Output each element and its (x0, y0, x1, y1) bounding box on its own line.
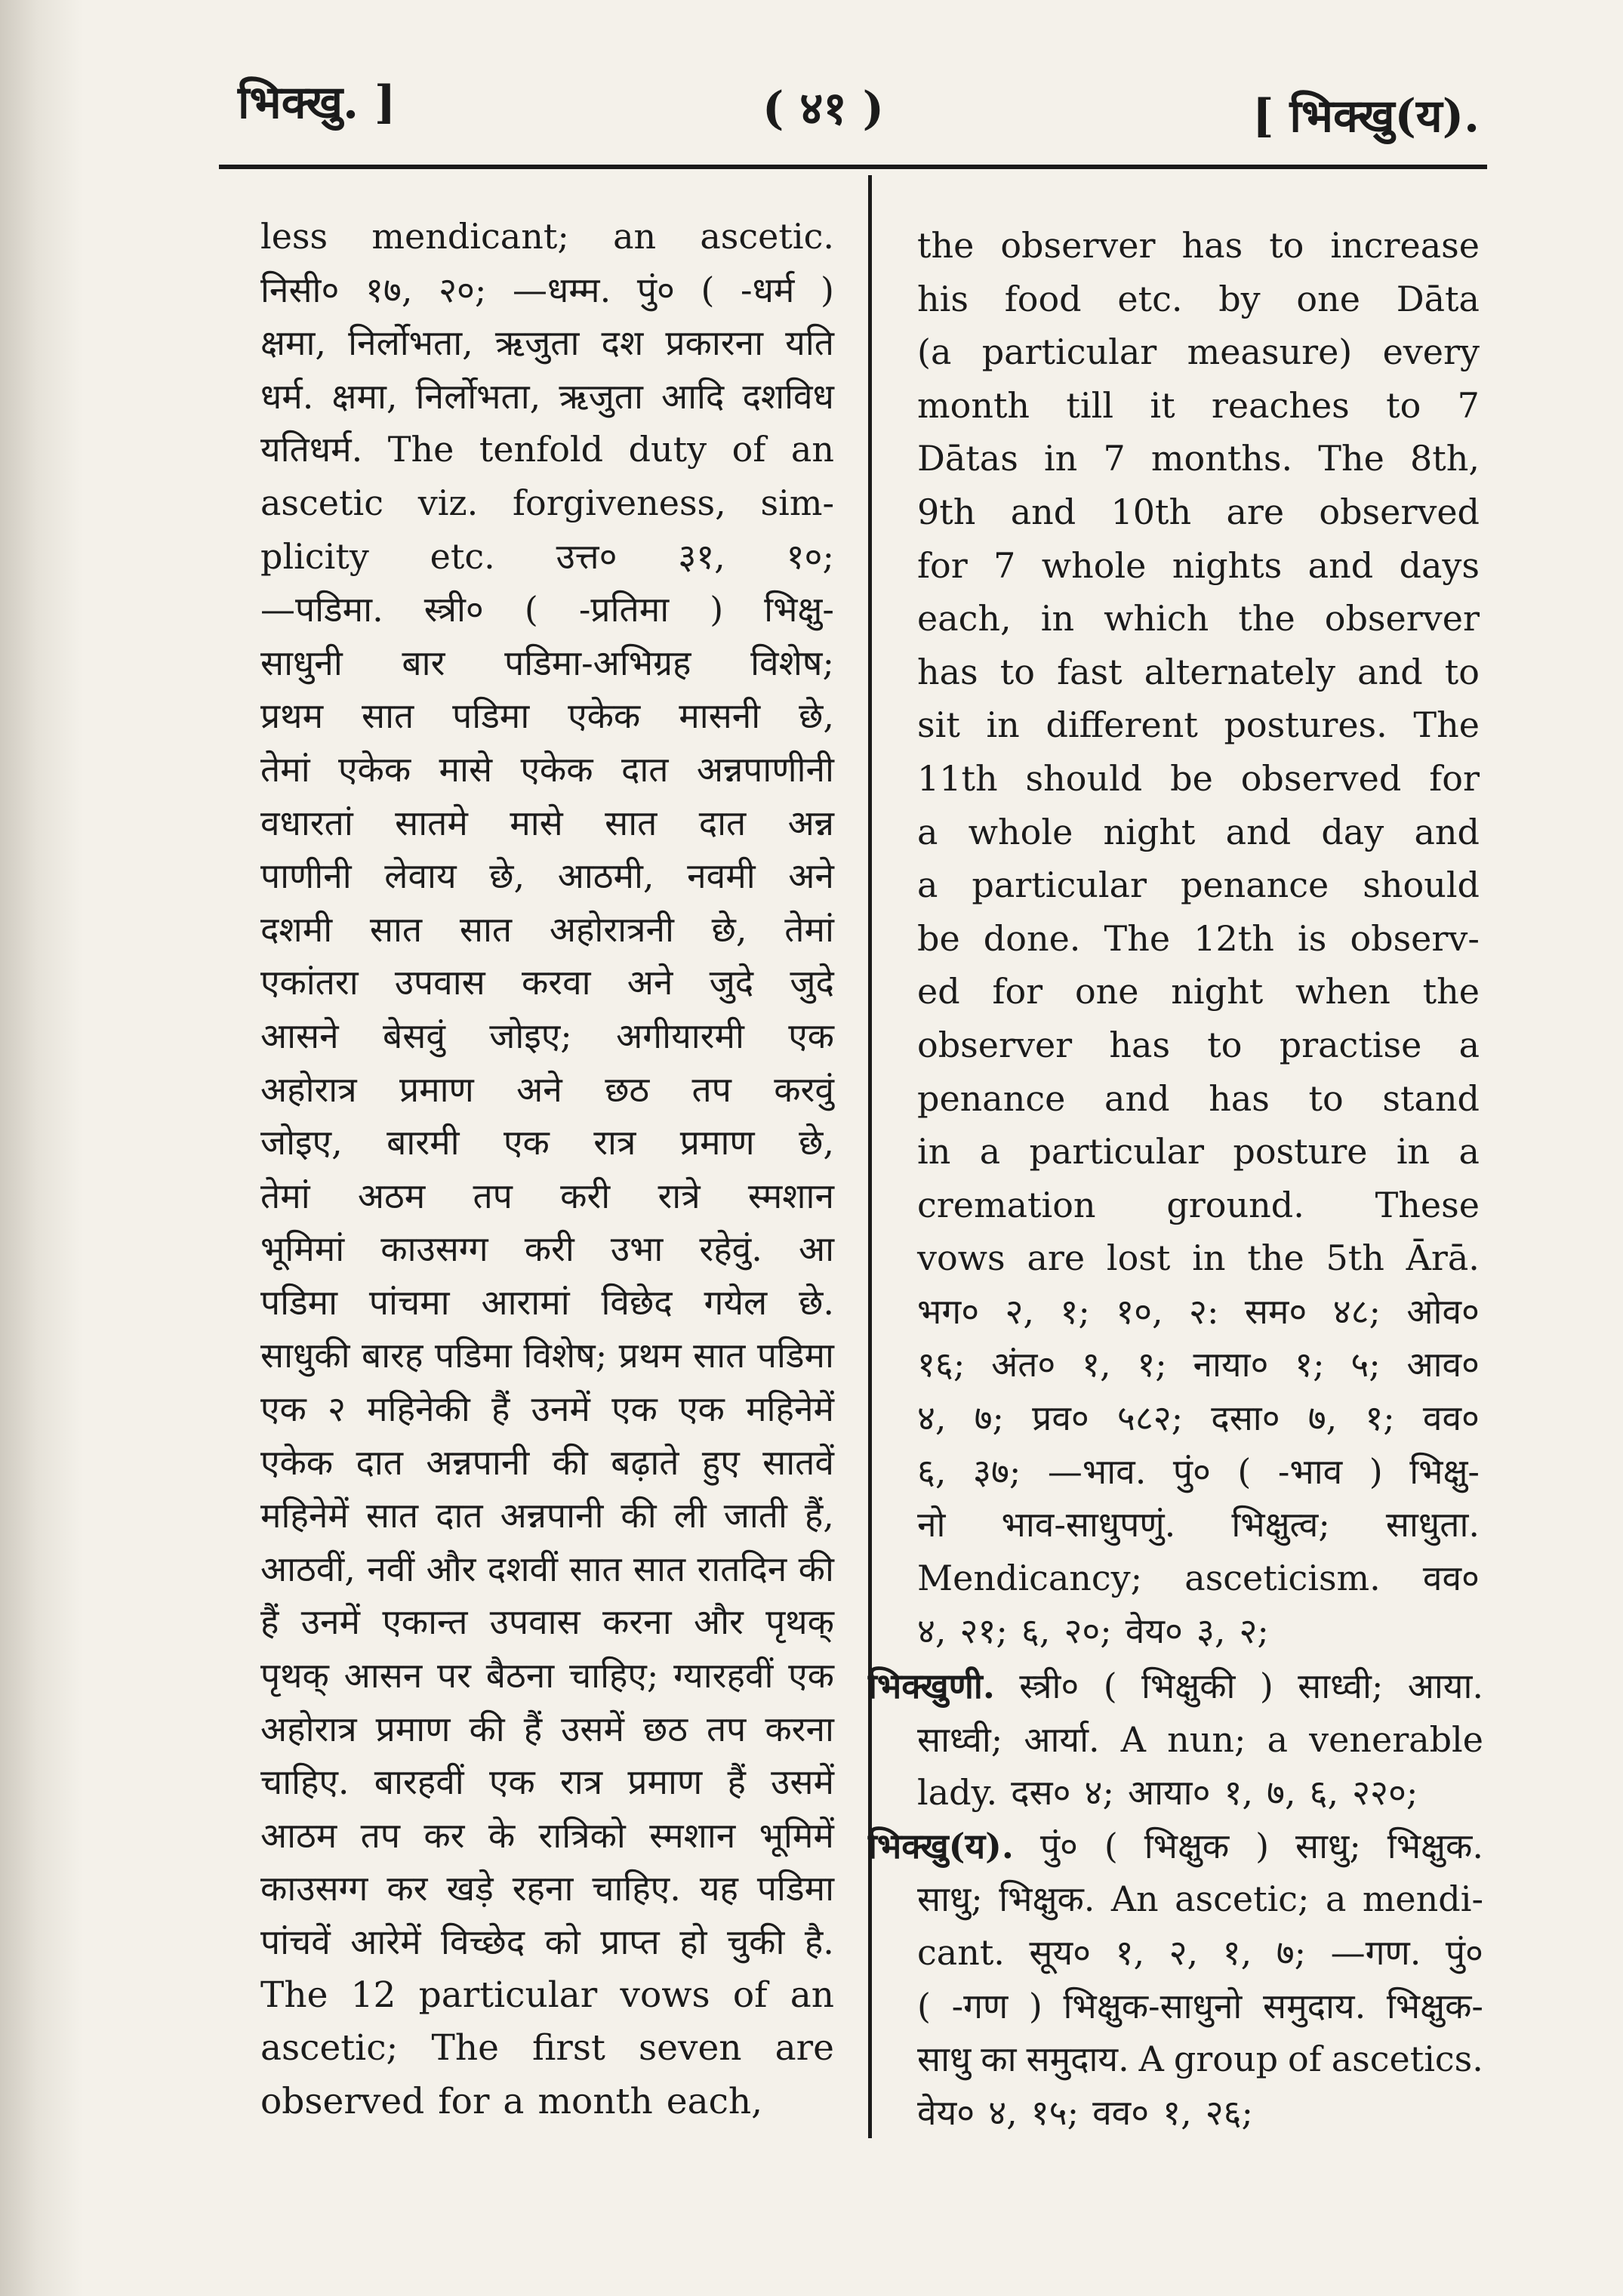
header-page-number: ( ४१ ) (762, 82, 884, 135)
text-line: एक २ महिनेकी हैं उनमें एक एक महिनेमें (260, 1388, 834, 1430)
text-line: अहोरात्र प्रमाण अने छठ तप करवुं (260, 1068, 834, 1110)
text-line: तेमां अठम तप करी रात्रे स्मशान (260, 1175, 834, 1216)
right-column-entries (868, 1660, 1483, 2139)
text-line: cremation ground. These (917, 1184, 1480, 1225)
text-line: has to fast alternately and to (917, 651, 1480, 692)
text-line: साधु; भिक्षुक. An ascetic; a mendi- (917, 1878, 1483, 1920)
text-line: ४, २१; ६, २०; वेय० ३, २; (917, 1610, 1269, 1652)
text-line: month till it reaches to 7 (917, 384, 1480, 426)
text-line: भूमिमां काउसग्ग करी उभा रहेवुं. आ (260, 1228, 834, 1270)
text-line: cant. सूय० १, २, १, ७; —गण. पुं० (917, 1931, 1483, 1973)
text-line: हैं उनमें एकान्त उपवास करना और पृथक् (260, 1601, 834, 1643)
text-line: sit in different postures. The (917, 704, 1480, 746)
text-line: ( -गण ) भिक्षुक-साधुनो समुदाय. भिक्षुक- (917, 1985, 1483, 2026)
right-column (917, 219, 1480, 1658)
text-line: in a particular posture in a (917, 1131, 1480, 1173)
text-line: धर्म. क्षमा, निर्लोभता, ऋजुता आदि दशविध (260, 375, 834, 417)
page-binding-shadow (0, 0, 83, 2296)
header-left-headword: भिक्खु. ] (238, 76, 396, 129)
text-line: for 7 whole nights and days (917, 544, 1480, 586)
text-line: ed for one night when the (917, 971, 1480, 1012)
text-line: penance and has to stand (917, 1077, 1480, 1119)
text-line: अहोरात्र प्रमाण की हैं उसमें छठ तप करना (260, 1708, 834, 1749)
text-line: पृथक् आसन पर बैठना चाहिए; ग्यारहवीं एक (260, 1655, 834, 1697)
text-line: observer has to practise a (917, 1024, 1480, 1065)
text-line: साधुकी बारह पडिमा विशेष; प्रथम सात पडिमा (260, 1335, 834, 1376)
text-line: एकेक दात अन्नपानी की बढ़ाते हुए सातवें (260, 1441, 834, 1483)
header-right-headword: [ भिक्खु(य). (1252, 90, 1480, 143)
text-line: ascetic viz. forgiveness, sim- (260, 482, 834, 523)
text-line: his food etc. by one Dāta (917, 278, 1480, 319)
header-rule (219, 165, 1487, 169)
text-line: वेय० ४, १५; वव० १, २६; (917, 2091, 1254, 2133)
text-line: plicity etc. उत्त० ३१, १०; (260, 535, 834, 577)
text-line: a particular penance should (917, 864, 1480, 906)
text-line: नो भाव-साधुपणुं. भिक्षुत्व; साधुता. (917, 1504, 1480, 1546)
text-line: the observer has to increase (917, 225, 1480, 266)
text-line: वधारतां सातमे मासे सात दात अन्न (260, 802, 834, 843)
text-line: निसी० १७, २०; —धम्म. पुं० ( -धर्म ) (260, 269, 834, 310)
text-line: भिक्खुणी. स्त्री० ( भिक्षुकी ) साध्वी; आया. (868, 1666, 1483, 1706)
text-line: पांचवें आरेमें विच्छेद को प्राप्त हो चुकी है. (260, 1922, 834, 1962)
text-line: आसने बेसवुं जोइए; अगीयारमी एक (260, 1015, 834, 1056)
text-line: एकांतरा उपवास करवा अने जुदे जुदे (260, 962, 834, 1003)
text-line: साधुनी बार पडिमा-अभिग्रह विशेष; (260, 642, 834, 683)
text-line: आठवीं, नवीं और दशवीं सात सात रातदिन की (260, 1548, 834, 1589)
text-line: observed for a month each, (260, 2080, 763, 2122)
text-line: साध्वी; आर्या. A nun; a venerable (917, 1718, 1483, 1760)
text-line: भग० २, १; १०, २: सम० ४८; ओव० (917, 1290, 1480, 1332)
text-line: दशमी सात सात अहोरात्रनी छे, तेमां (260, 908, 834, 950)
text-line: महिनेमें सात दात अन्नपानी की ली जाती हैं, (260, 1495, 834, 1536)
text-line: साधु का समुदाय. A group of ascetics. (917, 2039, 1483, 2080)
text-line: The 12 particular vows of an (260, 1974, 834, 2016)
text-line: भिक्खु(य). पुं० ( भिक्षुक ) साधु; भिक्षुक. (868, 1825, 1483, 1866)
text-line: पडिमा पांचमा आरामां विछेद गयेल छे. (260, 1281, 834, 1323)
text-line: जोइए, बारमी एक रात्र प्रमाण छे, (260, 1122, 834, 1163)
text-line: 9th and 10th are observed (917, 491, 1480, 532)
text-line: यतिधर्म. The tenfold duty of an (260, 429, 834, 470)
text-line: (a particular measure) every (917, 331, 1480, 373)
text-line: आठम तप कर के रात्रिको स्मशान भूमिमें (260, 1814, 834, 1856)
text-line: पाणीनी लेवाय छे, आठमी, नवमी अने (260, 855, 834, 897)
text-line: १६; अंत० १, १; नाया० १; ५; आव० (917, 1344, 1480, 1385)
text-line: lady. दस० ४; आया० १, ७, ६, २२०; (917, 1772, 1418, 1814)
text-line: —पडिमा. स्त्री० ( -प्रतिमा ) भिक्षु- (260, 589, 834, 630)
text-line: a whole night and day and (917, 811, 1480, 852)
text-line: be done. The 12th is observ- (917, 917, 1480, 959)
text-line: प्रथम सात पडिमा एकेक मासनी छे, (260, 695, 834, 737)
text-line: तेमां एकेक मासे एकेक दात अन्नपाणीनी (260, 748, 834, 790)
text-line: काउसग्ग कर खड़े रहना चाहिए. यह पडिमा (260, 1868, 834, 1909)
text-line: 11th should be observed for (917, 757, 1480, 799)
text-line: ४, ७; प्रव० ५८२; दसा० ७, १; वव० (917, 1398, 1480, 1439)
text-line: Dātas in 7 months. The 8th, (917, 438, 1480, 479)
text-line: Mendicancy; asceticism. वव० (917, 1557, 1480, 1598)
text-line: ६, ३७; —भाव. पुं० ( -भाव ) भिक्षु- (917, 1450, 1480, 1492)
text-line: चाहिए. बारहवीं एक रात्र प्रमाण हैं उसमें (260, 1761, 834, 1803)
left-column (260, 210, 834, 2128)
text-line: each, in which the observer (917, 598, 1480, 639)
text-line: ascetic; The first seven are (260, 2027, 834, 2069)
text-line: less mendicant; an ascetic. (260, 216, 834, 257)
text-line: vows are lost in the 5th Ārā. (917, 1237, 1480, 1279)
text-line: क्षमा, निर्लोभता, ऋजुता दश प्रकारना यति (260, 322, 834, 364)
